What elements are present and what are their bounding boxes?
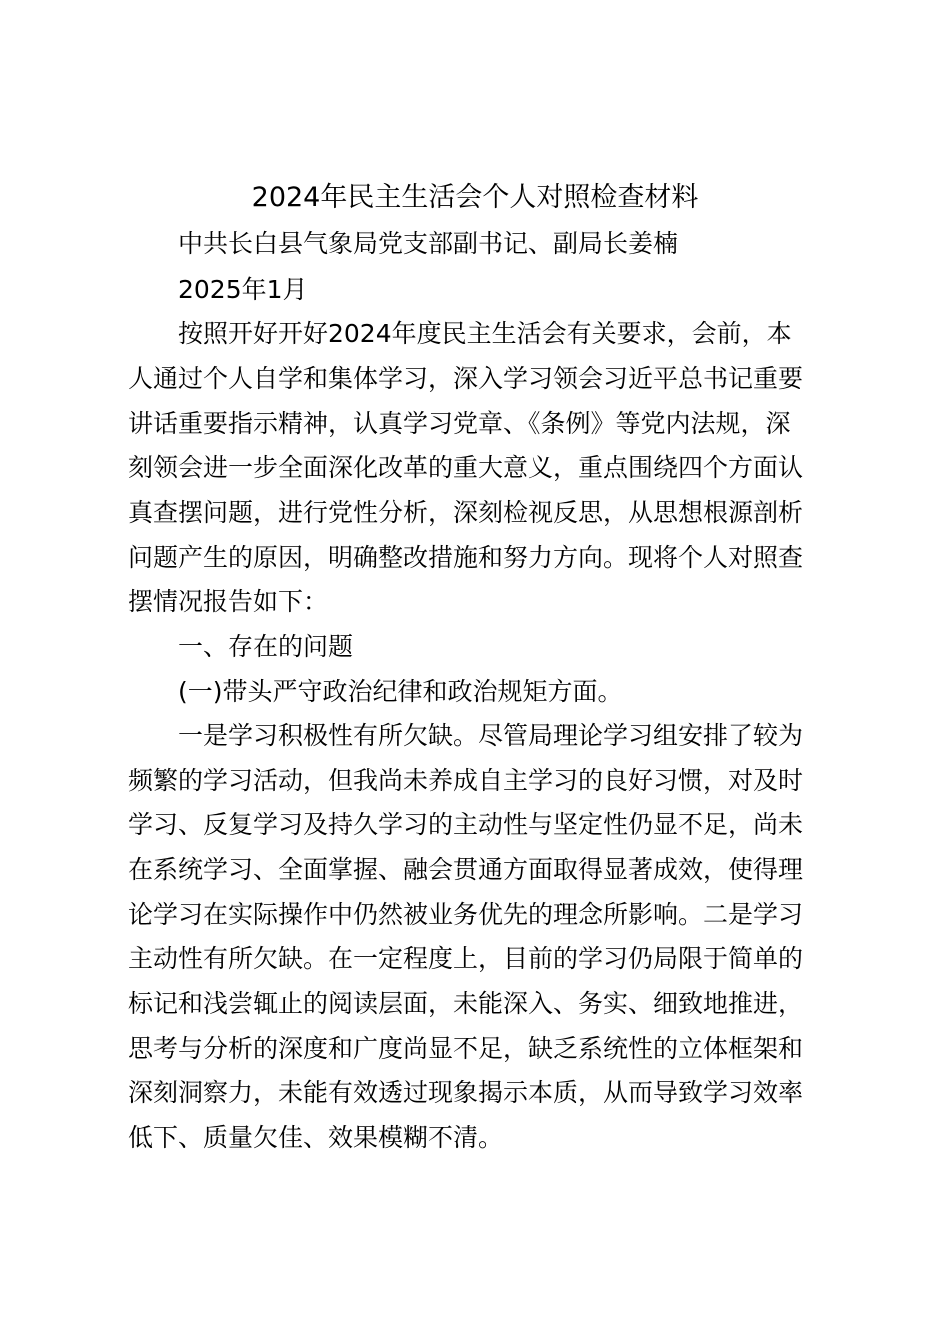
paragraph-line: 真查摆问题，进行党性分析，深刻检视反思，从思想根源剖析 [128,498,804,527]
document-title: 2024年民主生活会个人对照检查材料 [251,182,699,213]
section-heading: 一、存在的问题 [178,632,354,661]
paragraph-line: 主动性有所欠缺。在一定程度上，目前的学习仍局限于简单的 [128,944,804,973]
paragraph-line: 标记和浅尝辄止的阅读层面，未能深入、务实、细致地推进， [128,989,804,1018]
subsection-heading: (一)带头严守政治纪律和政治规矩方面。 [178,677,623,706]
paragraph-line: 低下、质量欠佳、效果模糊不清。 [128,1123,504,1152]
paragraph-line: 思考与分析的深度和广度尚显不足，缺乏系统性的立体框架和 [128,1034,804,1063]
paragraph-line: 一是学习积极性有所欠缺。尽管局理论学习组安排了较为 [178,721,804,750]
author-line: 中共长白县气象局党支部副书记、副局长姜楠 [178,229,679,258]
date-line: 2025年1月 [178,275,308,304]
paragraph-line: 频繁的学习活动，但我尚未养成自主学习的良好习惯，对及时 [128,766,804,795]
paragraph-line: 按照开好开好2024年度民主生活会有关要求，会前，本 [178,319,792,348]
paragraph-line: 在系统学习、全面掌握、融会贯通方面取得显著成效，使得理 [128,855,804,884]
paragraph-line: 摆情况报告如下： [128,587,329,616]
paragraph-line: 学习、反复学习及持久学习的主动性与坚定性仍显不足，尚未 [128,810,804,839]
paragraph-line: 论学习在实际操作中仍然被业务优先的理念所影响。二是学习 [128,900,804,929]
paragraph-line: 深刻洞察力，未能有效透过现象揭示本质，从而导致学习效率 [128,1078,804,1107]
paragraph-line: 人通过个人自学和集体学习，深入学习领会习近平总书记重要 [128,364,804,393]
paragraph-line: 刻领会进一步全面深化改革的重大意义，重点围绕四个方面认 [128,453,804,482]
paragraph-line: 讲话重要指示精神，认真学习党章、《条例》等党内法规，深 [128,409,791,438]
paragraph-line: 问题产生的原因，明确整改措施和努力方向。现将个人对照查 [128,543,804,572]
